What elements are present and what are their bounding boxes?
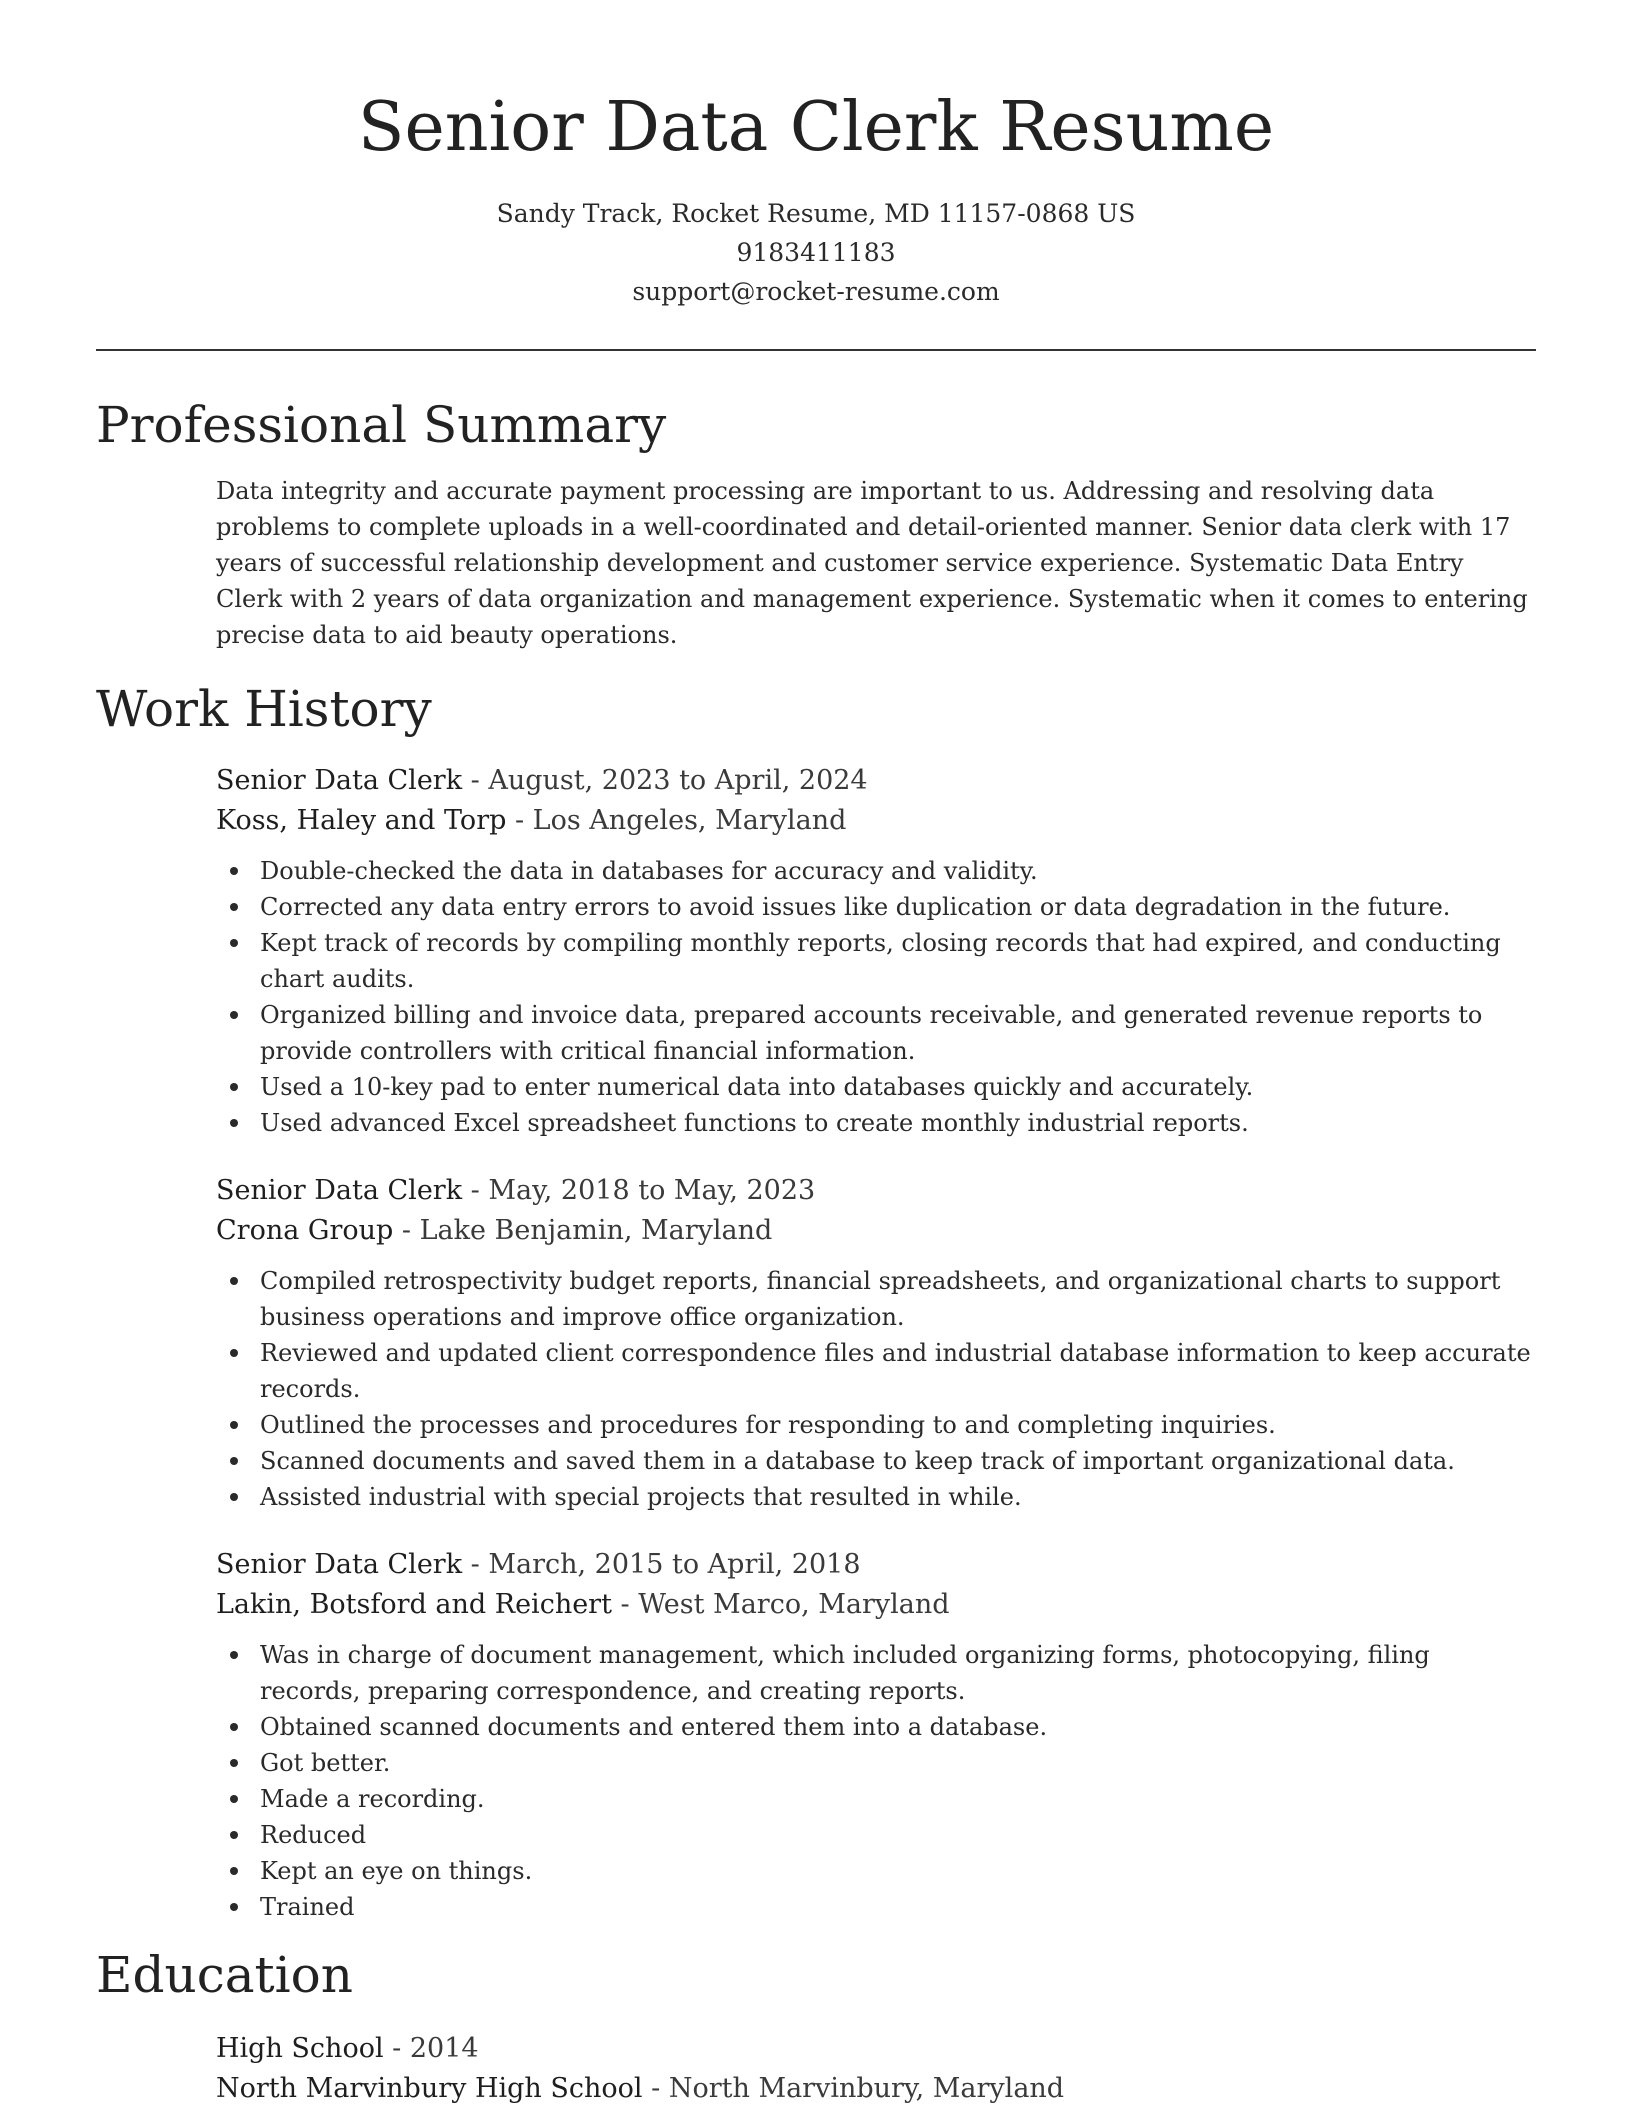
bullet-icon	[230, 1457, 238, 1465]
list-item: Double-checked the data in databases for accuracy and validity.	[216, 853, 1536, 889]
work-history-section	[96, 679, 1536, 1925]
job-title: Senior Data Clerk	[216, 1175, 463, 1206]
list-item: Kept track of records by compiling monthly reports, closing records that had expired, and conducting chart audits.	[216, 925, 1536, 997]
list-item: Obtained scanned documents and entered them into a database.	[216, 1709, 1536, 1745]
job-title-line	[216, 1545, 1536, 1585]
list-item: Outlined the processes and procedures for responding to and completing inquiries.	[216, 1407, 1536, 1443]
bullet-icon	[230, 939, 238, 947]
contact-address: Sandy Track, Rocket Resume, MD 11157-0868 US	[496, 199, 1136, 228]
list-item: Kept an eye on things.	[216, 1853, 1536, 1889]
bullet-icon	[230, 1759, 238, 1767]
job-title: Senior Data Clerk	[216, 1549, 463, 1580]
list-item: Made a recording.	[216, 1781, 1536, 1817]
summary-section	[96, 395, 1536, 653]
bullet-icon	[230, 1349, 238, 1357]
job-company-line	[216, 801, 1536, 841]
education-entry	[216, 2029, 1536, 2109]
list-item: Organized billing and invoice data, prepared accounts receivable, and generated revenue reports to provide controllers with critical financial information.	[216, 997, 1536, 1069]
work-history-heading: Work History	[96, 680, 432, 738]
job-bullet-list	[216, 1263, 1536, 1515]
bullet-icon	[230, 903, 238, 911]
bullet-icon	[230, 1421, 238, 1429]
bullet-icon	[230, 1083, 238, 1091]
job-location: - Lake Benjamin, Maryland	[393, 1215, 773, 1246]
list-item: Reduced	[216, 1817, 1536, 1853]
bullet-icon	[230, 1277, 238, 1285]
job-title-line	[216, 1171, 1536, 1211]
job-entry	[216, 1545, 1536, 1925]
list-item: Used advanced Excel spreadsheet functions to create monthly industrial reports.	[216, 1105, 1536, 1141]
bullet-icon	[230, 1493, 238, 1501]
education-heading: Education	[96, 1946, 353, 2004]
contact-info	[96, 194, 1536, 311]
job-location: - Los Angeles, Maryland	[506, 805, 847, 836]
header-divider	[96, 349, 1536, 351]
job-dates: - May, 2018 to May, 2023	[462, 1175, 816, 1206]
job-company: Koss, Haley and Torp	[216, 805, 507, 836]
job-company: Lakin, Botsford and Reichert	[216, 1589, 612, 1620]
contact-phone: 9183411183	[736, 238, 896, 267]
job-title: Senior Data Clerk	[216, 765, 463, 796]
list-item: Was in charge of document management, which included organizing forms, photocopying, filing records, preparing correspondence, and creating reports.	[216, 1637, 1536, 1709]
education-location: - North Marvinbury, Maryland	[642, 2073, 1065, 2104]
list-item: Used a 10-key pad to enter numerical data into databases quickly and accurately.	[216, 1069, 1536, 1105]
job-dates: - August, 2023 to April, 2024	[462, 765, 868, 796]
education-section	[96, 1945, 1536, 2109]
job-dates: - March, 2015 to April, 2018	[462, 1549, 861, 1580]
bullet-icon	[230, 1651, 238, 1659]
education-degree: High School	[216, 2033, 384, 2064]
page-title: Senior Data Clerk Resume	[357, 88, 1275, 167]
job-company-line	[216, 1585, 1536, 1625]
bullet-icon	[230, 1867, 238, 1875]
summary-text: Data integrity and accurate payment processing are important to us. Addressing and resolving data problems to complete uploads in a well-coordinated and detail-oriented manner. Senior data clerk with 17 years of successful relationship development and customer service experience. Systematic Data Entry Clerk with 2 years of data organization and management experience. Systematic when it comes to entering precise data to aid beauty operations.	[216, 477, 1528, 649]
job-title-line	[216, 761, 1536, 801]
list-item: Scanned documents and saved them in a database to keep track of important organizational data.	[216, 1443, 1536, 1479]
job-bullet-list	[216, 853, 1536, 1141]
job-company-line	[216, 1211, 1536, 1251]
job-company: Crona Group	[216, 1215, 394, 1246]
job-bullet-list	[216, 1637, 1536, 1925]
bullet-icon	[230, 1795, 238, 1803]
bullet-icon	[230, 1119, 238, 1127]
bullet-icon	[230, 867, 238, 875]
list-item: Compiled retrospectivity budget reports, financial spreadsheets, and organizational charts to support business operations and improve office organization.	[216, 1263, 1536, 1335]
list-item: Corrected any data entry errors to avoid issues like duplication or data degradation in the future.	[216, 889, 1536, 925]
education-year: - 2014	[383, 2033, 479, 2064]
education-degree-line	[216, 2029, 1536, 2069]
resume-header	[96, 0, 1536, 311]
bullet-icon	[230, 1903, 238, 1911]
job-location: - West Marco, Maryland	[611, 1589, 950, 1620]
list-item: Trained	[216, 1889, 1536, 1925]
list-item: Assisted industrial with special projects that resulted in while.	[216, 1479, 1536, 1515]
education-school-line	[216, 2069, 1536, 2109]
bullet-icon	[230, 1723, 238, 1731]
bullet-icon	[230, 1831, 238, 1839]
job-entry	[216, 761, 1536, 1141]
education-school: North Marvinbury High School	[216, 2073, 643, 2104]
bullet-icon	[230, 1011, 238, 1019]
list-item: Reviewed and updated client correspondence files and industrial database information to keep accurate records.	[216, 1335, 1536, 1407]
list-item: Got better.	[216, 1745, 1536, 1781]
summary-heading: Professional Summary	[96, 396, 667, 454]
job-entry	[216, 1171, 1536, 1515]
contact-email: support@rocket-resume.com	[632, 277, 1000, 306]
